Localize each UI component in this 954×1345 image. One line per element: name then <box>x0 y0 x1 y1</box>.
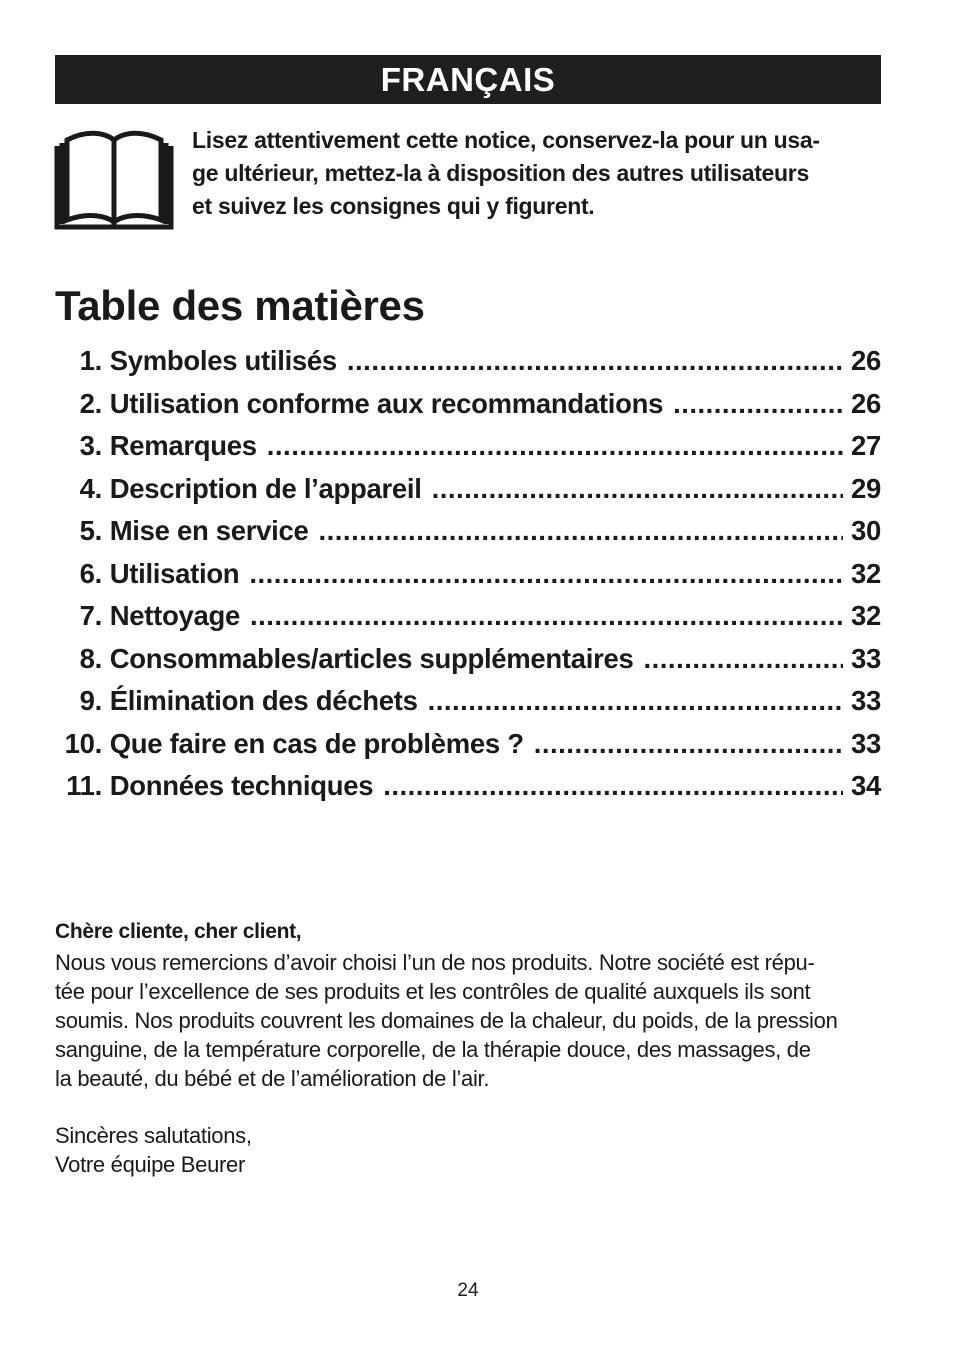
safety-notice <box>192 124 882 223</box>
letter-body-line: la beauté, du bébé et de l’amélioration de l’air. <box>55 1066 490 1091</box>
toc-entry-number: 4. <box>79 472 102 504</box>
letter-closing <box>55 1121 252 1179</box>
closing-line: Votre équipe Beurer <box>55 1152 245 1177</box>
letter-body-line: soumis. Nos produits couvrent les domaines de la chaleur, du poids, de la pression <box>55 1008 838 1033</box>
toc-dot-leader <box>267 430 843 462</box>
toc-entry-number: 1. <box>79 345 102 376</box>
toc-entry[interactable] <box>55 643 881 686</box>
notice-line: Lisez attentivement cette notice, conservez-la pour un usa- <box>192 127 820 153</box>
toc-entry-number: 11. <box>66 770 102 801</box>
toc-entry-label: Utilisation conforme aux recommandations <box>109 387 664 419</box>
toc-dot-leader <box>644 643 843 675</box>
toc-entry-page: 33 <box>851 727 881 759</box>
toc-entry[interactable] <box>55 345 881 388</box>
toc-entry-label: Que faire en cas de problèmes ? <box>109 727 524 759</box>
toc-entry[interactable] <box>55 388 881 431</box>
toc-entry[interactable] <box>55 770 881 813</box>
closing-line: Sincères salutations, <box>55 1123 252 1148</box>
toc-entry-number: 8. <box>79 642 102 674</box>
toc-entry-page: 30 <box>851 515 881 546</box>
toc-dot-leader <box>347 345 843 377</box>
toc-entry-number: 6. <box>79 557 102 589</box>
toc-entry-page: 29 <box>851 472 881 504</box>
toc-dot-leader <box>250 600 843 632</box>
toc-entry-number: 7. <box>79 600 102 631</box>
toc-entry[interactable] <box>55 558 881 601</box>
toc-entry-label: Élimination des déchets <box>109 685 418 716</box>
notice-line: et suivez les consignes qui y figurent. <box>192 193 595 219</box>
letter-body-line: Nous vous remercions d’avoir choisi l’un de nos produits. Notre société est répu- <box>55 950 815 975</box>
toc-entry-label: Consommables/articles supplémentaires <box>109 642 634 674</box>
language-header: FRANÇAIS <box>55 55 881 104</box>
toc-entry[interactable] <box>55 600 881 643</box>
toc-entry-page: 32 <box>851 557 881 589</box>
toc-title: Table des matières <box>55 282 425 329</box>
toc-entry-label: Remarques <box>109 430 257 461</box>
notice-line: ge ultérieur, mettez-la à disposition des autres utilisateurs <box>192 160 809 186</box>
toc-entry-page: 34 <box>851 770 881 801</box>
open-book-icon <box>54 126 174 230</box>
letter-body-line: tée pour l’excellence de ses produits et les contrôles de qualité auxquels ils sont <box>55 979 811 1004</box>
toc-entry-page: 26 <box>851 345 881 376</box>
toc-entry-page: 33 <box>851 642 881 674</box>
toc-entry[interactable] <box>55 728 881 771</box>
toc-entry-number: 10. <box>64 727 102 759</box>
toc-dot-leader <box>383 770 843 802</box>
toc-entry-number: 2. <box>79 387 102 419</box>
letter-body <box>55 948 885 1093</box>
toc-entry-label: Description de l’appareil <box>109 472 422 504</box>
toc-dot-leader <box>319 515 843 547</box>
letter-body-line: sanguine, de la température corporelle, de la thérapie douce, des massages, de <box>55 1037 811 1062</box>
toc-entry-label: Symboles utilisés <box>109 345 337 376</box>
toc-entry-number: 3. <box>79 430 102 461</box>
page-number: 24 <box>457 1280 479 1301</box>
letter-greeting: Chère cliente, cher client, <box>55 920 302 943</box>
table-of-contents <box>55 345 881 813</box>
toc-entry-label: Données techniques <box>109 770 374 801</box>
toc-dot-leader <box>534 728 843 760</box>
toc-entry-page: 27 <box>851 430 881 461</box>
toc-entry-label: Utilisation <box>109 557 240 589</box>
toc-entry[interactable] <box>55 430 881 473</box>
toc-dot-leader <box>673 388 843 420</box>
toc-entry-label: Mise en service <box>109 515 309 546</box>
toc-entry-number: 9. <box>79 685 102 716</box>
toc-entry[interactable] <box>55 515 881 558</box>
toc-entry-label: Nettoyage <box>109 600 240 631</box>
toc-entry[interactable] <box>55 473 881 516</box>
toc-entry-page: 33 <box>851 685 881 716</box>
toc-dot-leader <box>428 685 843 717</box>
toc-entry-number: 5. <box>79 515 102 546</box>
toc-entry-page: 26 <box>851 387 881 419</box>
toc-entry[interactable] <box>55 685 881 728</box>
toc-dot-leader <box>249 558 843 590</box>
toc-entry-page: 32 <box>851 600 881 631</box>
toc-dot-leader <box>432 473 843 505</box>
